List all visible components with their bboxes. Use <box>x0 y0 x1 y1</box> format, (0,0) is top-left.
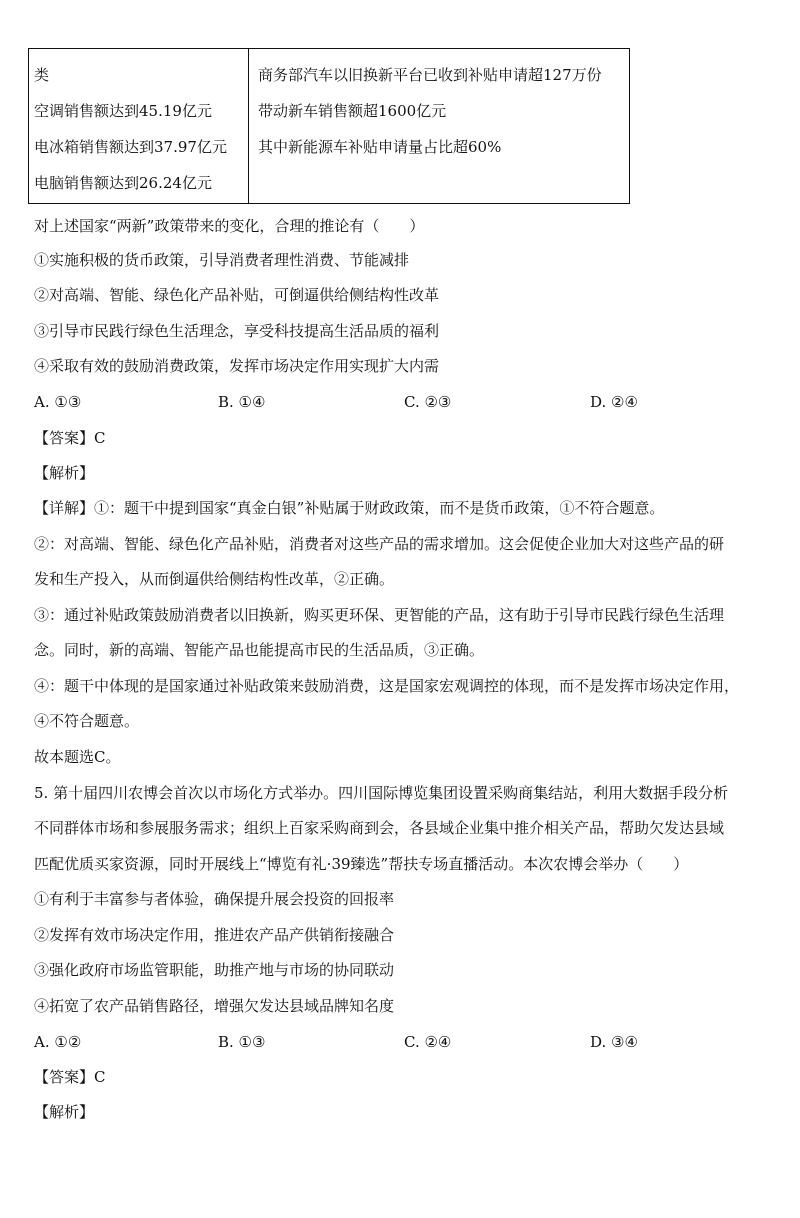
q5-statement-1: ①有利于丰富参与者体验，确保提升展会投资的回报率 <box>34 890 395 908</box>
q5-stem-line: 匹配优质买家资源，同时开展线上“博览有礼·39臻选”帮扶专场直播活动。本次农博会举办（ ） <box>34 855 689 873</box>
q4-answer: 【答案】C <box>34 429 106 447</box>
q5-option-a: A. ①② <box>34 1033 82 1051</box>
q5-option-b: B. ①③ <box>218 1033 266 1051</box>
data-table <box>28 48 630 204</box>
table-left-line: 电冰箱销售额达到37.97亿元 <box>34 138 227 156</box>
q4-option-b: B. ①④ <box>218 393 266 411</box>
q4-option-c: C. ②③ <box>404 393 452 411</box>
table-right-cell <box>249 49 629 203</box>
q4-explanation-line: ④不符合题意。 <box>34 712 140 730</box>
q5-statement-4: ④拓宽了农产品销售路径，增强欠发达县域品牌知名度 <box>34 997 395 1015</box>
q4-explanation-line: ④：题干中体现的是国家通过补贴政策来鼓励消费，这是国家宏观调控的体现，而不是发挥市场决定作用， <box>34 677 740 695</box>
q4-statement-4: ④采取有效的鼓励消费政策，发挥市场决定作用实现扩大内需 <box>34 357 440 375</box>
q4-explanation-line: ③：通过补贴政策鼓励消费者以旧换新，购买更环保、更智能的产品，这有助于引导市民践行绿色生活理 <box>34 606 725 624</box>
table-right-line: 商务部汽车以旧换新平台已收到补贴申请超127万份 <box>258 66 602 84</box>
table-left-line: 类 <box>34 66 50 84</box>
table-left-line: 空调销售额达到45.19亿元 <box>34 102 212 120</box>
q5-option-d: D. ③④ <box>590 1033 638 1051</box>
q4-option-a: A. ①③ <box>34 393 82 411</box>
q5-statement-2: ②发挥有效市场决定作用，推进农产品产供销衔接融合 <box>34 926 395 944</box>
q4-option-d: D. ②④ <box>590 393 638 411</box>
q5-option-c: C. ②④ <box>404 1033 452 1051</box>
table-right-line: 带动新车销售额超1600亿元 <box>258 102 447 120</box>
q4-explanation-line: 故本题选C。 <box>34 748 121 766</box>
q4-analysis-title: 【解析】 <box>34 464 95 482</box>
q5-stem-line: 不同群体市场和参展服务需求；组织上百家采购商到会，各县域企业集中推介相关产品，帮助欠发达县域 <box>34 819 725 837</box>
q5-stem-line: 5. 第十届四川农博会首次以市场化方式举办。四川国际博览集团设置采购商集结站，利用大数据手段分析 <box>34 784 729 802</box>
table-left-cell <box>29 49 249 203</box>
table-left-line: 电脑销售额达到26.24亿元 <box>34 174 212 192</box>
q4-explanation-line: 【详解】①：题干中提到国家“真金白银”补贴属于财政政策，而不是货币政策，①不符合题意。 <box>34 499 665 517</box>
q4-explanation-line: 念。同时，新的高端、智能产品也能提高市民的生活品质，③正确。 <box>34 641 485 659</box>
q4-statement-3: ③引导市民践行绿色生活理念，享受科技提高生活品质的福利 <box>34 322 440 340</box>
q5-answer: 【答案】C <box>34 1068 106 1086</box>
q5-statement-3: ③强化政府市场监管职能，助推产地与市场的协同联动 <box>34 961 395 979</box>
q4-statement-2: ②对高端、智能、绿色化产品补贴，可倒逼供给侧结构性改革 <box>34 286 440 304</box>
q4-stem: 对上述国家“两新”政策带来的变化，合理的推论有（ ） <box>34 217 425 235</box>
q4-explanation-line: ②：对高端、智能、绿色化产品补贴，消费者对这些产品的需求增加。这会促使企业加大对这些产品的研 <box>34 535 725 553</box>
q4-explanation-line: 发和生产投入，从而倒逼供给侧结构性改革，②正确。 <box>34 570 395 588</box>
table-right-line: 其中新能源车补贴申请量占比超60% <box>258 138 502 156</box>
q5-analysis-title: 【解析】 <box>34 1103 95 1121</box>
q4-statement-1: ①实施积极的货币政策，引导消费者理性消费、节能减排 <box>34 251 410 269</box>
